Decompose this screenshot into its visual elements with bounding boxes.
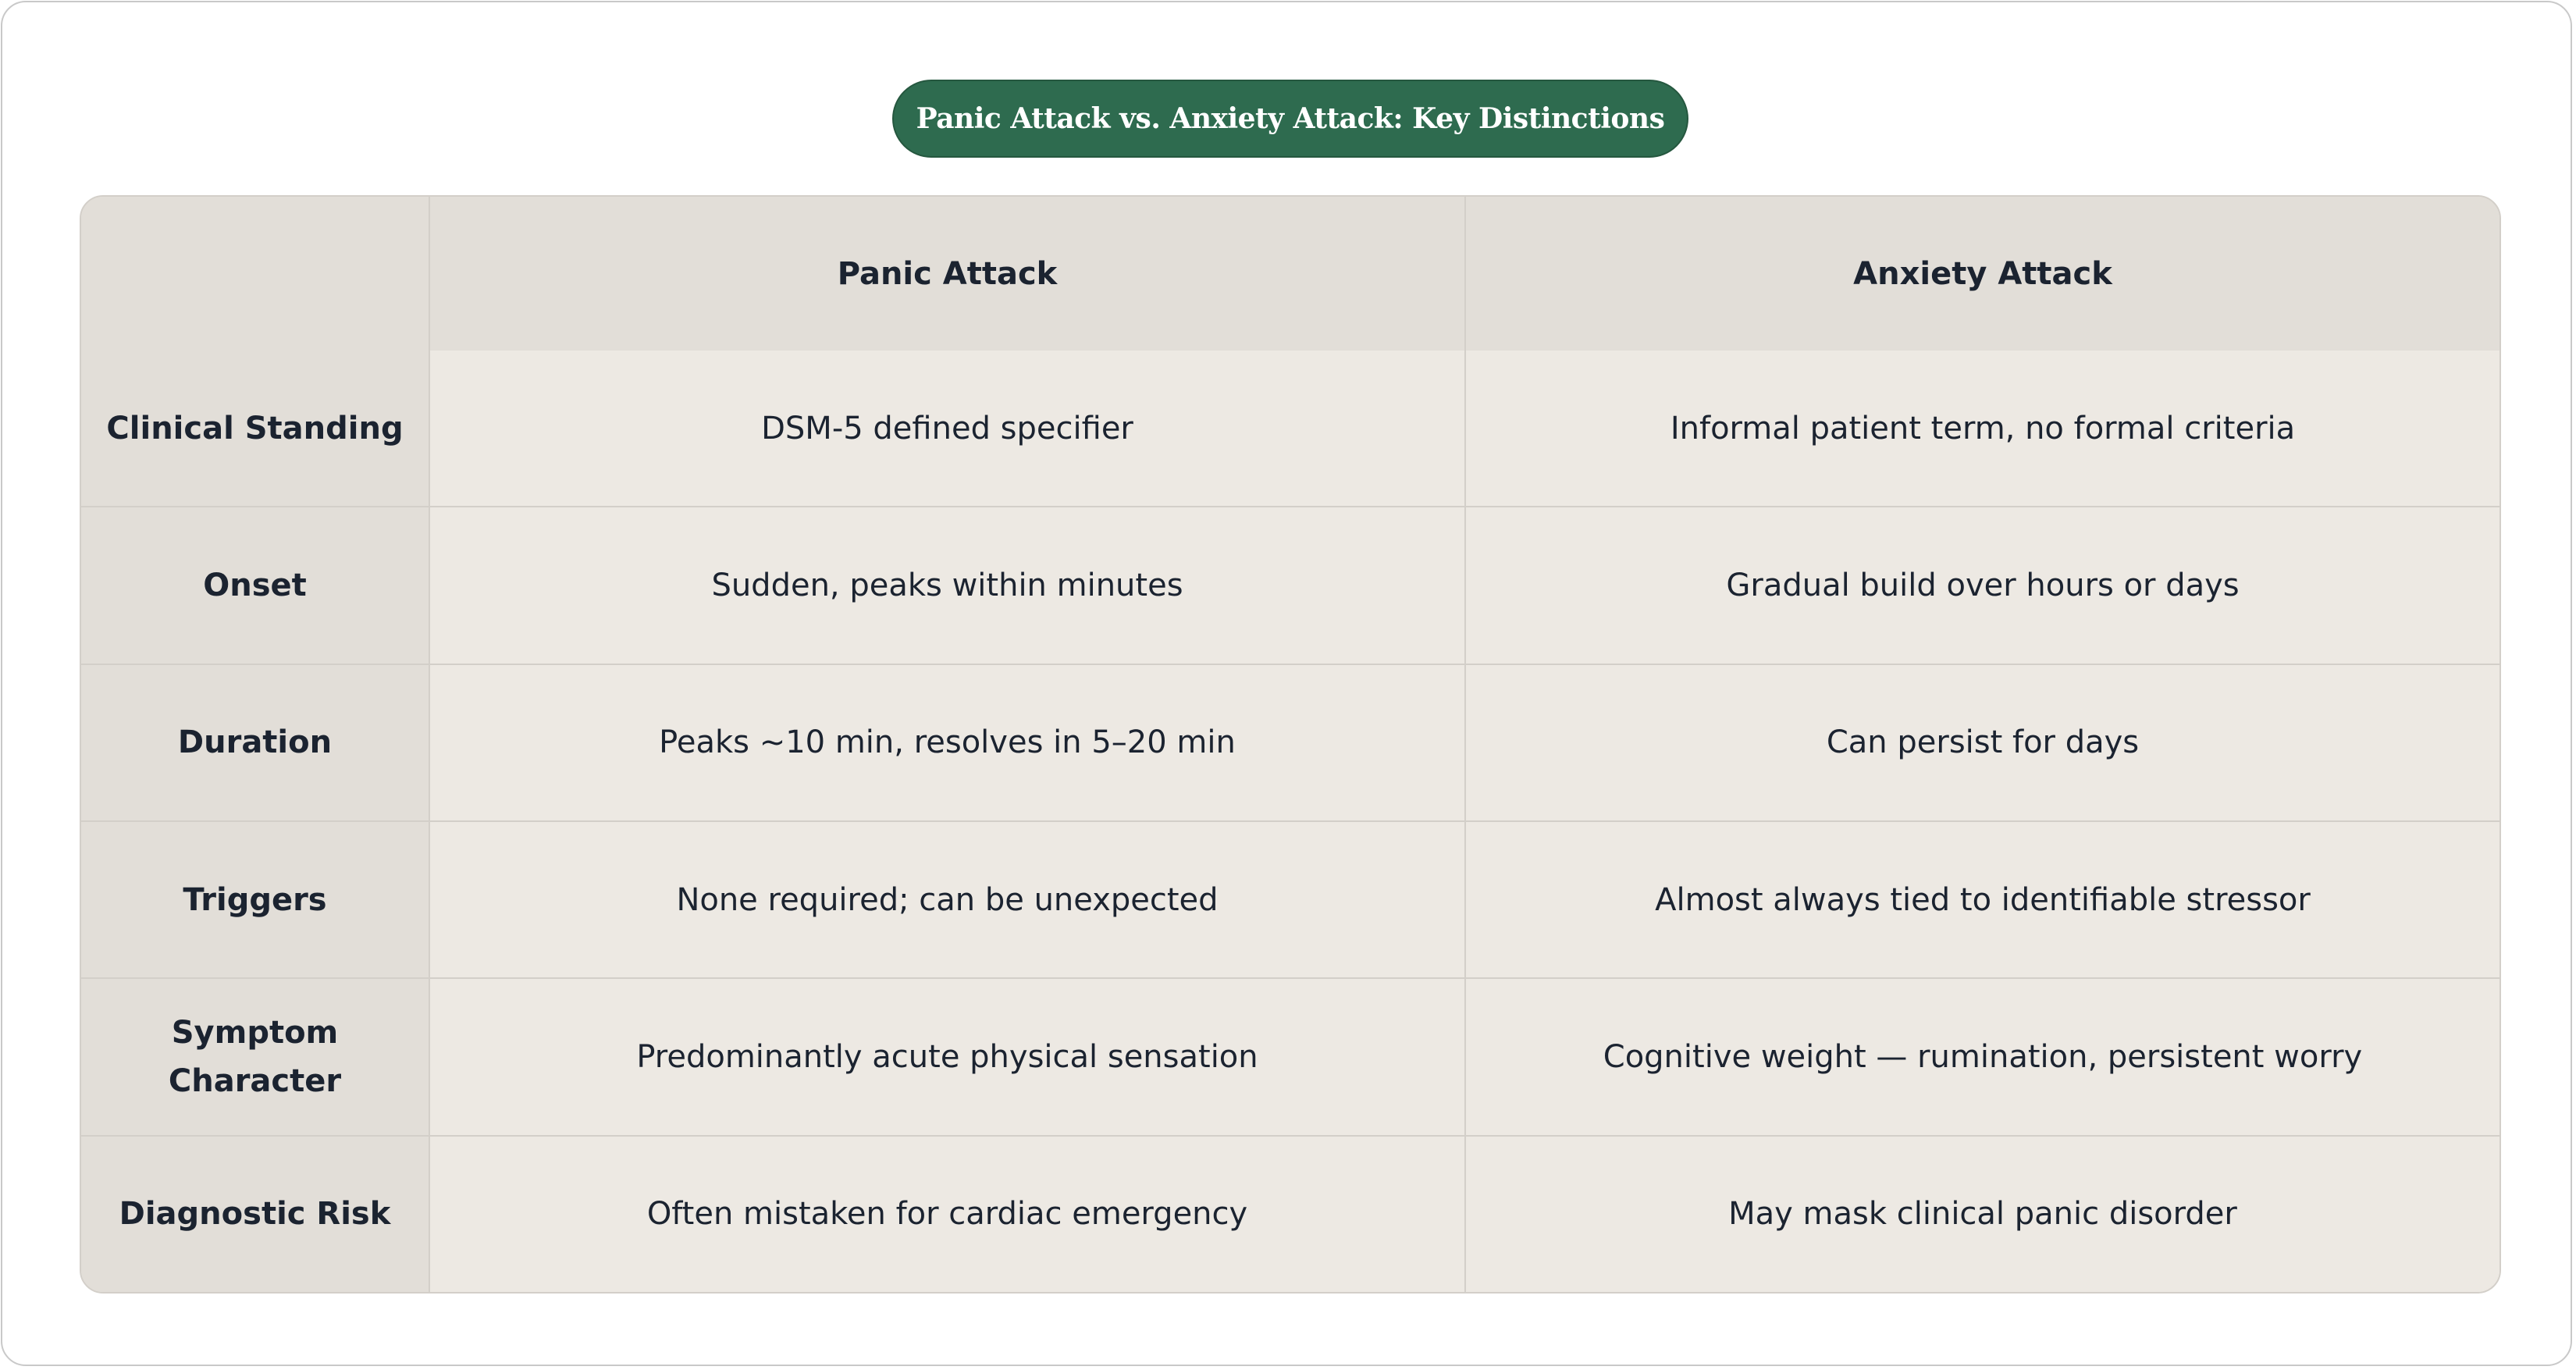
page-frame [1,1,2572,1366]
anxiety-cell: Can persist for days [1465,664,2500,821]
table-row [81,1136,2500,1292]
table-row [81,821,2500,978]
header-panic-attack: Panic Attack [429,197,1465,351]
table-row [81,351,2500,507]
anxiety-cell: May mask clinical panic disorder [1465,1136,2500,1292]
row-label-triggers: Triggers [81,821,429,978]
header-corner-cell [81,197,429,351]
panic-cell: Sudden, peaks within minutes [429,507,1465,664]
panic-cell: Often mistaken for cardiac emergency [429,1136,1465,1292]
header-anxiety-attack: Anxiety Attack [1465,197,2500,351]
page-title: Panic Attack vs. Anxiety Attack: Key Distinctions [892,80,1688,158]
table-header-row [81,197,2500,351]
comparison-table [81,197,2500,1292]
anxiety-cell: Almost always tied to identifiable stressor [1465,821,2500,978]
anxiety-cell: Cognitive weight — rumination, persistent worry [1465,978,2500,1135]
table-row [81,507,2500,664]
row-label-duration: Duration [81,664,429,821]
panic-cell: None required; can be unexpected [429,821,1465,978]
panic-cell: Peaks ~10 min, resolves in 5–20 min [429,664,1465,821]
row-label-clinical-standing: Clinical Standing [81,351,429,507]
row-label-symptom-character: Symptom Character [81,978,429,1135]
anxiety-cell: Gradual build over hours or days [1465,507,2500,664]
table-row [81,978,2500,1135]
row-label-diagnostic-risk: Diagnostic Risk [81,1136,429,1292]
row-label-onset: Onset [81,507,429,664]
table-row [81,664,2500,821]
anxiety-cell: Informal patient term, no formal criteria [1465,351,2500,507]
panic-cell: DSM-5 defined specifier [429,351,1465,507]
comparison-table-container [80,195,2501,1293]
panic-cell: Predominantly acute physical sensation [429,978,1465,1135]
